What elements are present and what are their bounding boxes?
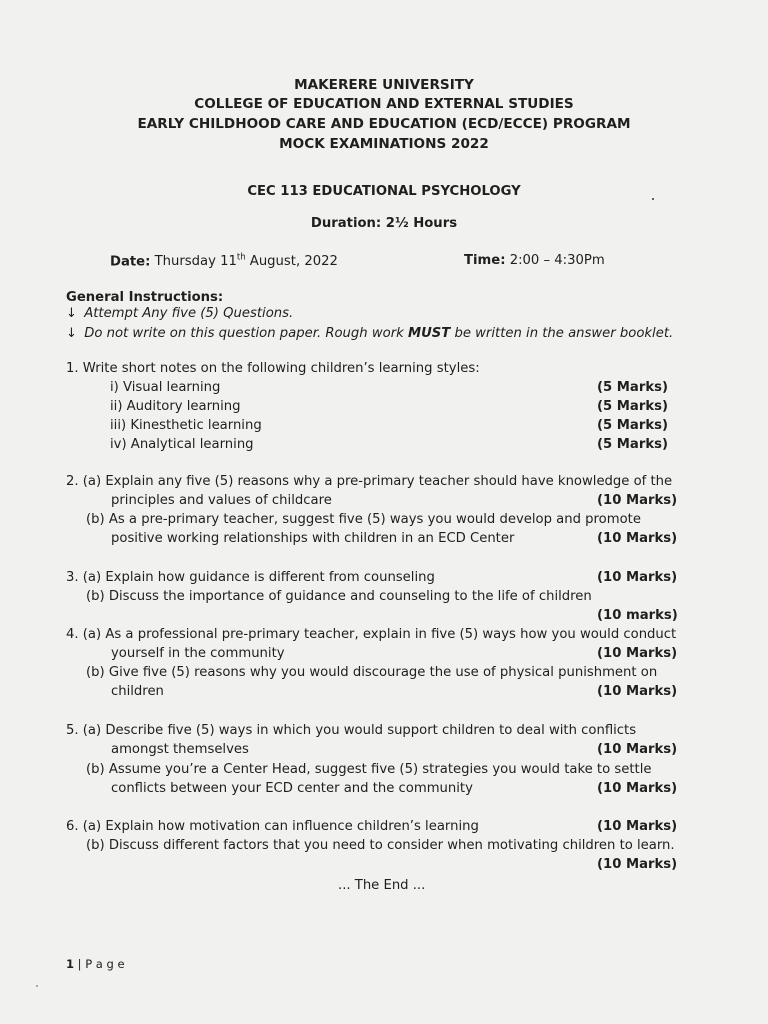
time-label: Time: xyxy=(464,253,506,268)
question-3b-line: (b) Discuss the importance of guidance and counseling to the life of children xyxy=(86,589,592,604)
time-value: 2:00 – 4:30Pm xyxy=(509,253,605,268)
question-2a-line: 2. (a) Explain any five (5) reasons why a pre-primary teacher should have knowledge of the xyxy=(66,474,673,489)
question-4b-line: (b) Give five (5) reasons why you would discourage the use of physical punishment on xyxy=(86,665,658,680)
marks: (10 Marks) xyxy=(597,646,678,661)
question-2b-line: (b) As a pre-primary teacher, suggest five (5) ways you would develop and promote xyxy=(86,512,641,527)
instruction-item: ↓ Do not write on this question paper. Rough work MUST be written in the answer booklet. xyxy=(66,326,674,341)
marks: (10 Marks) xyxy=(597,684,678,699)
date-label: Date: xyxy=(110,254,151,270)
question-4b-line: children xyxy=(111,684,164,699)
question-6a-line: 6. (a) Explain how motivation can influence children’s learning xyxy=(66,819,479,834)
question-1-item: iii) Kinesthetic learning xyxy=(110,418,262,433)
question-2b-line: positive working relationships with children in an ECD Center xyxy=(111,531,515,546)
page-footer: 1 | P a g e xyxy=(66,957,125,971)
exam-date xyxy=(110,253,338,269)
course-title: CEC 113 EDUCATIONAL PSYCHOLOGY xyxy=(247,184,521,199)
marks: (5 Marks) xyxy=(597,418,668,433)
program-title: EARLY CHILDHOOD CARE AND EDUCATION (ECD/ECCE) PROGRAM xyxy=(137,116,631,132)
page-label: P a g e xyxy=(85,957,125,971)
end-text: ... The End ... xyxy=(338,878,426,893)
scan-speck xyxy=(652,198,654,200)
question-2a-line: principles and values of childcare xyxy=(111,493,332,508)
exam-title: MOCK EXAMINATIONS 2022 xyxy=(279,136,489,152)
down-arrow-bullet-icon: ↓ xyxy=(66,326,77,341)
question-5b-line: (b) Assume you’re a Center Head, suggest five (5) strategies you would take to settle xyxy=(86,762,652,777)
marks: (10 Marks) xyxy=(597,531,678,546)
question-1-stem: 1. Write short notes on the following children’s learning styles: xyxy=(66,361,480,376)
marks: (5 Marks) xyxy=(597,437,668,452)
question-3a-line: 3. (a) Explain how guidance is different from counseling xyxy=(66,570,435,585)
question-1-item: iv) Analytical learning xyxy=(110,437,254,452)
college-title: COLLEGE OF EDUCATION AND EXTERNAL STUDIES xyxy=(194,96,574,112)
marks: (10 marks) xyxy=(597,608,678,623)
question-5a-line: amongst themselves xyxy=(111,742,249,757)
marks: (10 Marks) xyxy=(597,493,678,508)
marks: (10 Marks) xyxy=(597,570,678,585)
question-4a-line: yourself in the community xyxy=(111,646,285,661)
question-1-item: i) Visual learning xyxy=(110,380,221,395)
instruction-item: ↓ Attempt Any five (5) Questions. xyxy=(66,306,294,321)
marks: (10 Marks) xyxy=(597,781,678,796)
university-title: MAKERERE UNIVERSITY xyxy=(294,77,474,93)
down-arrow-bullet-icon: ↓ xyxy=(66,306,77,321)
marks: (5 Marks) xyxy=(597,380,668,395)
question-5a-line: 5. (a) Describe five (5) ways in which you would support children to deal with conflicts xyxy=(66,723,637,738)
question-1-item: ii) Auditory learning xyxy=(110,399,241,414)
duration: Duration: 2½ Hours xyxy=(310,216,458,231)
scan-speck xyxy=(36,985,38,987)
marks: (10 Marks) xyxy=(597,857,678,872)
marks: (10 Marks) xyxy=(597,819,678,834)
exam-time xyxy=(464,253,605,268)
question-5b-line: conflicts between your ECD center and the community xyxy=(111,781,473,796)
page-number: 1 xyxy=(66,957,75,971)
instructions-title: General Instructions: xyxy=(66,290,224,305)
date-value: Thursday 11th August, 2022 xyxy=(154,253,338,270)
marks: (10 Marks) xyxy=(597,742,678,757)
marks: (5 Marks) xyxy=(597,399,668,414)
question-4a-line: 4. (a) As a professional pre-primary teacher, explain in five (5) ways how you would conduct xyxy=(66,627,677,642)
question-6b-line: (b) Discuss different factors that you need to consider when motivating children to learn. xyxy=(86,838,675,853)
